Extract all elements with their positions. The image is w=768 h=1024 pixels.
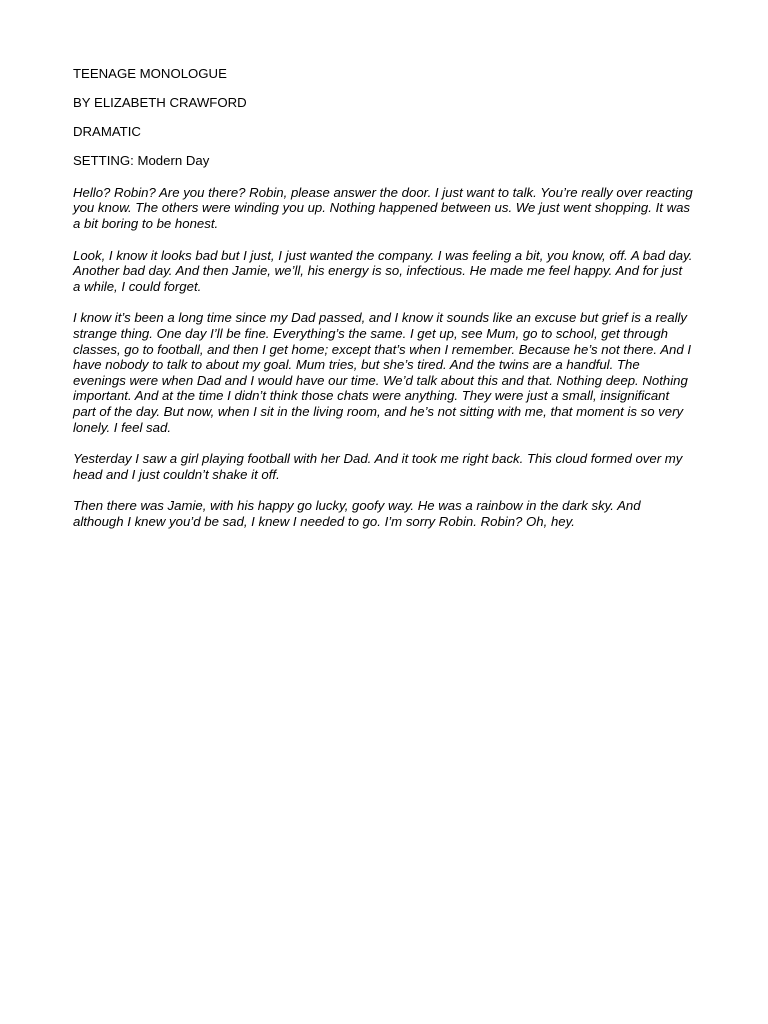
document-title: TEENAGE MONOLOGUE	[73, 66, 227, 81]
monologue-paragraph-1: Hello? Robin? Are you there? Robin, please answer the door. I just want to talk. You’re really over reacting you know. The others were winding you up. Nothing happened between us. We just went shopping. It was a bit boring to be honest.	[73, 184, 693, 232]
document-page	[73, 66, 693, 546]
monologue-paragraph-5: Then there was Jamie, with his happy go lucky, goofy way. He was a rainbow in the dark sky. And although I knew you’d be sad, I knew I needed to go. I’m sorry Robin. Robin? Oh, hey.	[73, 498, 641, 529]
document-genre: DRAMATIC	[73, 124, 141, 140]
document-setting: SETTING: Modern Day	[73, 153, 210, 169]
monologue-paragraph-3: I know it’s been a long time since my Dad passed, and I know it sounds like an excuse but grief is a really strange thing. One day I’ll be fine. Everything’s the same. I get up, see Mum, go to school, get through classes, go to football, and then I get home; except that’s when I remember. Because he’s not there. And I have nobody to talk to about my goal. Mum tries, but she’s tired. And the twins are a handful. The evenings were when Dad and I would have our time. We’d talk about this and that. Nothing deep. Nothing important. And at the time I didn’t think those chats were anything. They were just a small, insignificant part of the day. But now, when I sit in the living room, and he’s not sitting with me, that moment is so very lonely. I feel sad.	[73, 310, 691, 435]
monologue-paragraph-2: Look, I know it looks bad but I just, I just wanted the company. I was feeling a bit, you know, off. A bad day. Another bad day. And then Jamie, we’ll, his energy is so, infectious. He made me feel happy. And for just a while, I could forget.	[73, 247, 693, 294]
monologue-paragraph-4: Yesterday I saw a girl playing football with her Dad. And it took me right back. This cloud formed over my head and I just couldn’t shake it off.	[73, 451, 683, 482]
document-author: BY ELIZABETH CRAWFORD	[73, 95, 247, 111]
